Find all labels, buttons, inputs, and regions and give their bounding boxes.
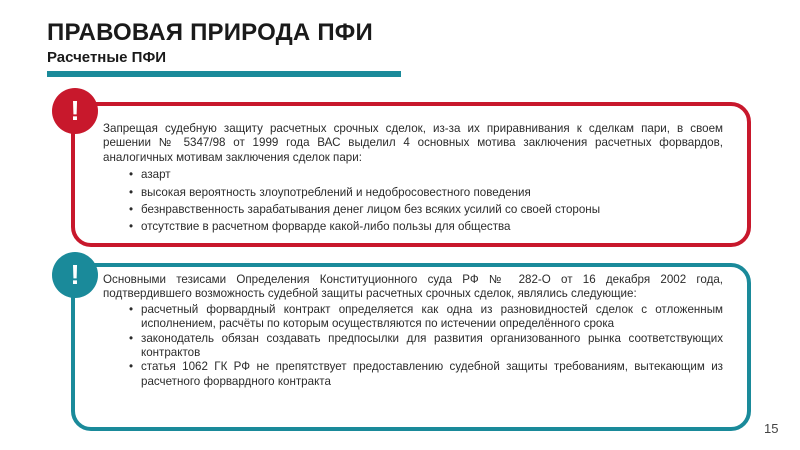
- panel-1-bullet-list: [103, 168, 723, 235]
- slide-subtitle: Расчетные ПФИ: [47, 49, 167, 66]
- slide-title: ПРАВОВАЯ ПРИРОДА ПФИ: [47, 19, 373, 46]
- panel-2-text: [103, 273, 723, 389]
- panel-2-intro: Основными тезисами Определения Конституционного суда РФ № 282-О от 16 декабря 2002 года, подтвердившего возможность судебной защиты расчетных срочных сделок, являлись следующие:: [103, 273, 723, 301]
- title-underline: [47, 71, 401, 77]
- list-item: • статья 1062 ГК РФ не препятствует предоставлению судебной защиты требованиям, вытекающим из расчетного форвардного контракта: [141, 360, 723, 389]
- exclamation-icon: !: [52, 88, 98, 134]
- list-item: • азарт: [141, 168, 723, 182]
- list-item: • расчетный форвардный контракт определяется как одна из разновидностей сделок с отложенным исполнением, расчёты по которым осуществляются по истечении определённого срока: [141, 303, 723, 332]
- list-item: • высокая вероятность злоупотреблений и недобросовестного поведения: [141, 186, 723, 200]
- panel-2-bullet-list: [103, 303, 723, 389]
- exclamation-icon: !: [52, 252, 98, 298]
- list-item: • безнравственность зарабатывания денег лицом без всяких усилий со своей стороны: [141, 203, 723, 217]
- panel-1-intro: Запрещая судебную защиту расчетных срочных сделок, из-за их приравнивания к сделкам пари, в своем решении № 5347/98 от 1999 года ВАС выделил 4 основных мотива заключения расчетных форвардов, аналогичных мотивам заключения сделок пари:: [103, 122, 723, 164]
- list-item: • отсутствие в расчетном форварде какой-либо пользы для общества: [141, 220, 723, 234]
- list-item: • законодатель обязан создавать предпосылки для развития организованного рынка соответствующих контрактов: [141, 332, 723, 361]
- page-number: 15: [764, 421, 779, 436]
- panel-1-text: [103, 122, 723, 235]
